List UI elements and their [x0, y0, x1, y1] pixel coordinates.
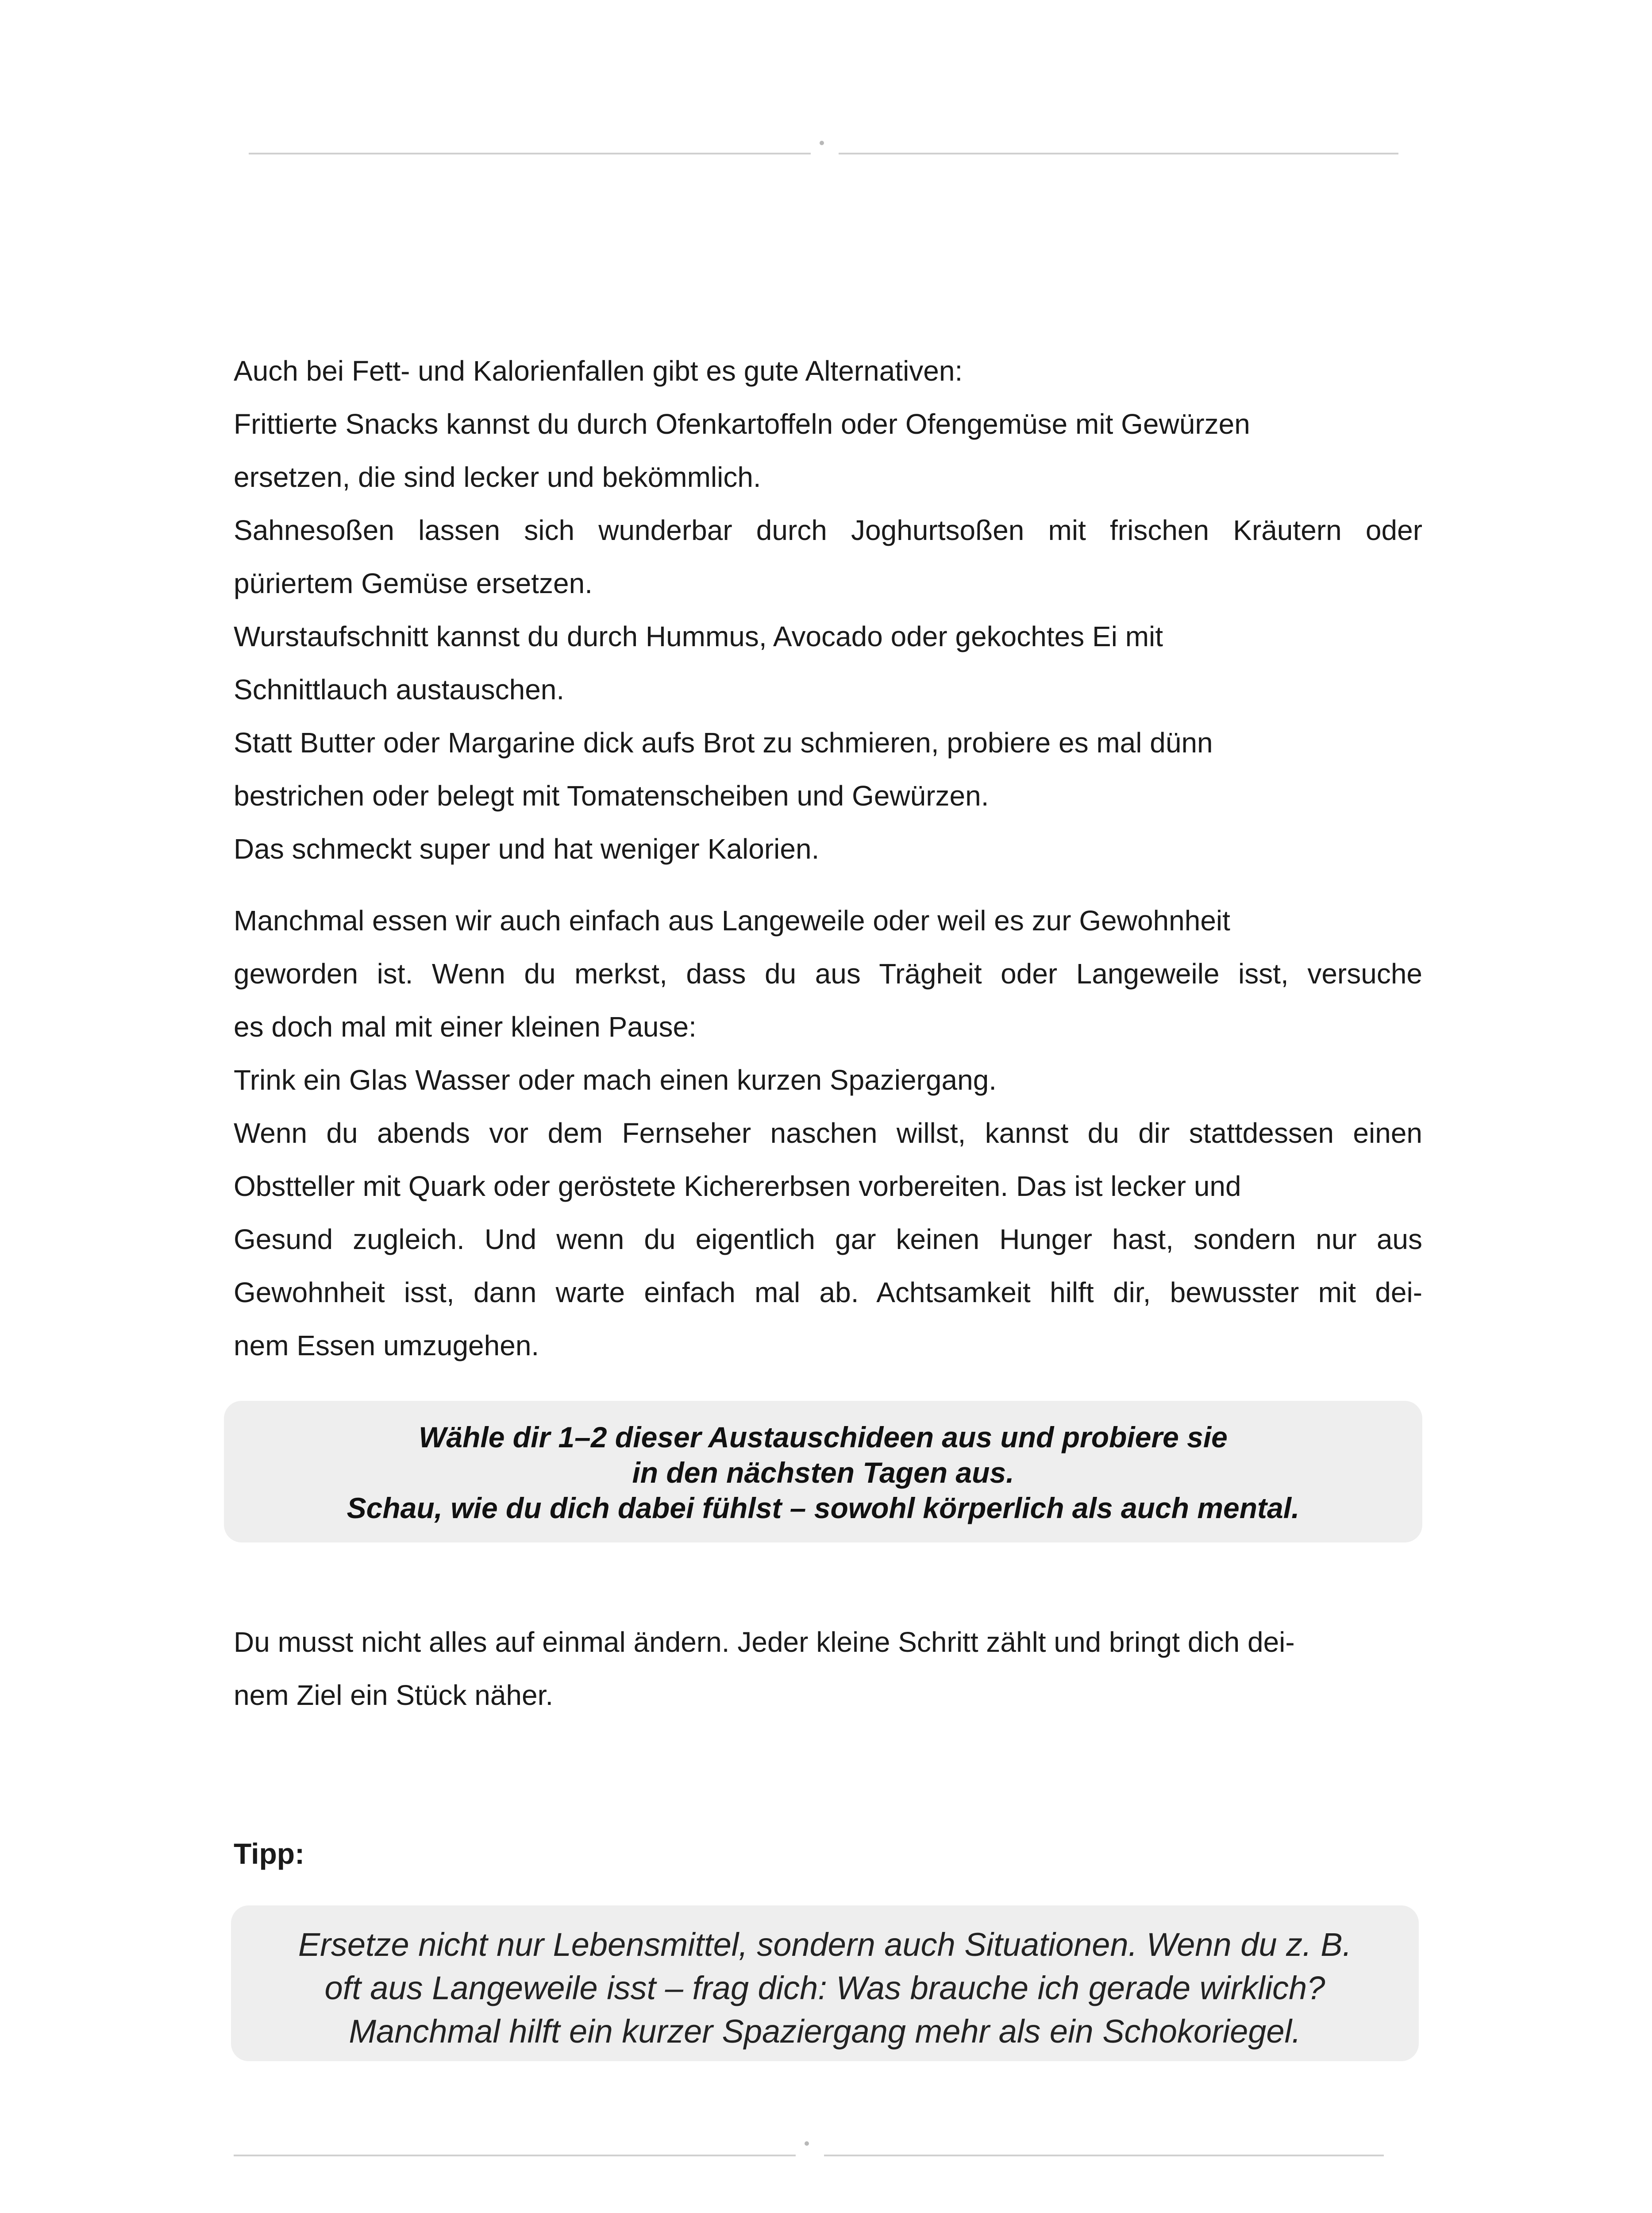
text-line: Manchmal essen wir auch einfach aus Langeweile oder weil es zur Gewohnheit — [234, 905, 1230, 937]
tip-line: Manchmal hilft ein kurzer Spaziergang mehr als ein Schokoriegel. — [349, 2013, 1301, 2050]
text-line: Schnittlauch austauschen. — [234, 674, 565, 706]
header-dot — [820, 141, 824, 145]
tip-line: oft aus Langeweile isst – frag dich: Was brauche ich gerade wirklich? — [324, 1970, 1325, 2006]
tip-heading: Tipp: — [234, 1837, 305, 1870]
text-line: ersetzen, die sind lecker und bekömmlich. — [234, 461, 761, 493]
text-line: Du musst nicht alles auf einmal ändern. Jeder kleine Schritt zählt und bringt dich dei- — [234, 1626, 1295, 1658]
text-line: bestrichen oder belegt mit Tomatenscheiben und Gewürzen. — [234, 780, 989, 812]
footer-dot — [805, 2141, 809, 2146]
paragraph-alternatives — [234, 344, 1422, 875]
text-line: geworden ist. Wenn du merkst, dass du aus Trägheit oder Langeweile isst, versuche — [234, 958, 1422, 990]
text-line: Obstteller mit Quark oder geröstete Kichererbsen vorbereiten. Das ist lecker und — [234, 1170, 1241, 1202]
text-line: Gewohnheit isst, dann warte einfach mal ab. Achtsamkeit hilft dir, bewusster mit dei- — [234, 1276, 1422, 1308]
paragraph-closing — [234, 1615, 1422, 1722]
text-line: Auch bei Fett- und Kalorienfallen gibt es gute Alternativen: — [234, 355, 963, 387]
tip-callout-box — [231, 1905, 1419, 2061]
task-line: Schau, wie du dich dabei fühlst – sowohl körperlich als auch mental. — [347, 1492, 1300, 1524]
task-line: Wähle dir 1–2 dieser Austauschideen aus und probiere sie — [419, 1421, 1228, 1453]
header-rule-left — [249, 153, 811, 154]
task-callout-box — [224, 1401, 1422, 1542]
header-rule-right — [839, 153, 1398, 154]
paragraph-boredom — [234, 894, 1422, 1372]
text-line: Sahnesoßen lassen sich wunderbar durch Joghurtsoßen mit frischen Kräutern oder — [234, 514, 1422, 546]
text-line: Wenn du abends vor dem Fernseher naschen willst, kannst du dir stattdessen einen — [234, 1117, 1422, 1149]
task-line: in den nächsten Tagen aus. — [632, 1456, 1014, 1489]
text-line: Trink ein Glas Wasser oder mach einen kurzen Spaziergang. — [234, 1064, 997, 1096]
text-line: Statt Butter oder Margarine dick aufs Brot zu schmieren, probiere es mal dünn — [234, 727, 1213, 759]
footer-rule-right — [824, 2155, 1384, 2156]
tip-line: Ersetze nicht nur Lebensmittel, sondern auch Situationen. Wenn du z. B. — [298, 1926, 1352, 1963]
text-line: Gesund zugleich. Und wenn du eigentlich gar keinen Hunger hast, sondern nur aus — [234, 1223, 1422, 1255]
text-line: püriertem Gemüse ersetzen. — [234, 567, 593, 599]
text-line: Frittierte Snacks kannst du durch Ofenkartoffeln oder Ofengemüse mit Gewürzen — [234, 408, 1250, 440]
text-line: Wurstaufschnitt kannst du durch Hummus, Avocado oder gekochtes Ei mit — [234, 621, 1163, 652]
text-line: es doch mal mit einer kleinen Pause: — [234, 1011, 697, 1043]
text-line: Das schmeckt super und hat weniger Kalorien. — [234, 833, 820, 865]
text-line: nem Ziel ein Stück näher. — [234, 1679, 554, 1711]
footer-rule-left — [234, 2155, 796, 2156]
text-line: nem Essen umzugehen. — [234, 1330, 539, 1361]
